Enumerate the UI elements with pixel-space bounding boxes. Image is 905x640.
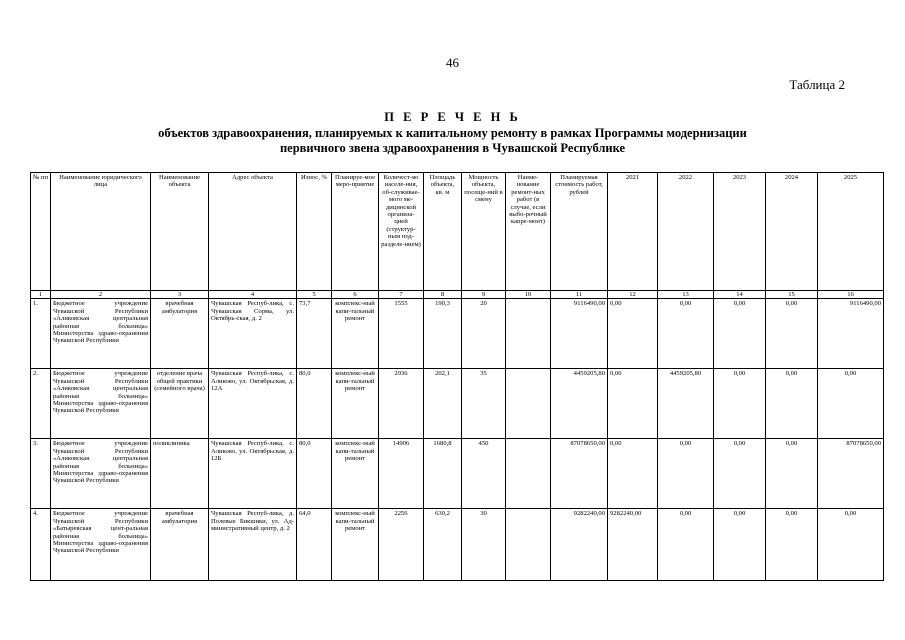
row-number: 3.: [31, 439, 51, 509]
address-cell: Чувашская Респуб-лика, д. Полевые Бикшики, ул. Ад-министративный центр, д. 2: [209, 509, 297, 581]
area-cell: 202,1: [424, 369, 462, 439]
capacity-cell: 20: [462, 299, 506, 369]
cost-cell: 87078650,00: [551, 439, 608, 509]
column-number: 16: [818, 291, 884, 299]
year-2023-cell: 0,00: [714, 369, 766, 439]
capacity-cell: 30: [462, 509, 506, 581]
address-cell: Чувашская Респуб-лика, с. Аликово, ул. Октябрьская, д. 12А: [209, 369, 297, 439]
header-cell-2023: 2023: [714, 173, 766, 291]
object-cell: поликлиника: [151, 439, 209, 509]
measure-cell: комплекс-ный капи-тальный ремонт: [332, 299, 379, 369]
year-2023-cell: 0,00: [714, 509, 766, 581]
header-cell-population: Количест-во населе-ния, об-служивае-мого ме-дицинской организа-цией (структур-ным под-разделе-нием): [379, 173, 424, 291]
header-cell-2021: 2021: [608, 173, 658, 291]
entity-cell: Бюджетное учреждение Чувашской Республики «Аликовская центральная районная больница» Министерства здраво-охранения Чувашской Республики: [51, 369, 151, 439]
column-number: 4: [209, 291, 297, 299]
year-2025-cell: 9116490,00: [818, 299, 884, 369]
year-2021-cell: 0,00: [608, 369, 658, 439]
entity-cell: Бюджетное учреждение Чувашской Республики «Аликовская центральная районная больница» Министерства здраво-охранения Чувашской Республики: [51, 439, 151, 509]
subtitle-line-1: объектов здравоохранения, планируемых к капитальному ремонту в рамках Программы модернизации: [158, 126, 747, 140]
year-2021-cell: 0,00: [608, 439, 658, 509]
column-number: 15: [766, 291, 818, 299]
column-number: 5: [297, 291, 332, 299]
header-cell-2022: 2022: [658, 173, 714, 291]
capacity-cell: 450: [462, 439, 506, 509]
column-number: 6: [332, 291, 379, 299]
column-number: 2: [51, 291, 151, 299]
column-number: 1: [31, 291, 51, 299]
header-cell-address: Адрес объекта: [209, 173, 297, 291]
column-number-row: [31, 291, 884, 299]
population-cell: 14906: [379, 439, 424, 509]
header-cell-num: № пп: [31, 173, 51, 291]
column-number: 14: [714, 291, 766, 299]
wear-cell: 80,0: [297, 439, 332, 509]
repair-works-cell: [506, 439, 551, 509]
year-2023-cell: 0,00: [714, 439, 766, 509]
object-cell: отделение врача общей практики (семейного врача): [151, 369, 209, 439]
table-row: [31, 369, 884, 439]
address-cell: Чувашская Респуб-лика, с. Аликово, ул. Октябрьская, д. 12Б: [209, 439, 297, 509]
table-row: [31, 509, 884, 581]
area-cell: 190,3: [424, 299, 462, 369]
page-number: 46: [446, 55, 459, 70]
column-number: 9: [462, 291, 506, 299]
measure-cell: комплекс-ный капи-тальный ремонт: [332, 439, 379, 509]
header-cell-2025: 2025: [818, 173, 884, 291]
year-2024-cell: 0,00: [766, 299, 818, 369]
objects-table: [30, 172, 884, 581]
wear-cell: 73,7: [297, 299, 332, 369]
address-cell: Чувашская Респуб-лика, с. Чувашская Сорма, ул. Октябрь-ская, д. 2: [209, 299, 297, 369]
column-number: 12: [608, 291, 658, 299]
column-number: 10: [506, 291, 551, 299]
column-number: 13: [658, 291, 714, 299]
repair-works-cell: [506, 509, 551, 581]
year-2024-cell: 0,00: [766, 369, 818, 439]
area-cell: 1680,8: [424, 439, 462, 509]
year-2023-cell: 0,00: [714, 299, 766, 369]
header-cell-capacity: Мощность объекта, посеще-ний в смену: [462, 173, 506, 291]
column-number: 7: [379, 291, 424, 299]
header-cell-entity: Наименование юридического лица: [51, 173, 151, 291]
wear-cell: 80,0: [297, 369, 332, 439]
cost-cell: 9116490,00: [551, 299, 608, 369]
measure-cell: комплекс-ный капи-тальный ремонт: [332, 509, 379, 581]
object-cell: врачебная амбулатория: [151, 509, 209, 581]
header-cell-measure: Планируе-мое меро-приятие: [332, 173, 379, 291]
column-number: 3: [151, 291, 209, 299]
object-cell: врачебная амбулатория: [151, 299, 209, 369]
subtitle-line-2: первичного звена здравоохранения в Чувашской Республике: [279, 141, 626, 155]
year-2022-cell: 4459205,80: [658, 369, 714, 439]
header-cell-2024: 2024: [766, 173, 818, 291]
document-title: П Е Р Е Ч Е Н Ь: [384, 110, 521, 124]
year-2024-cell: 0,00: [766, 439, 818, 509]
header-cell-cost: Планируемая стоимость работ, рублей: [551, 173, 608, 291]
table-row: [31, 439, 884, 509]
year-2022-cell: 0,00: [658, 299, 714, 369]
table-row: [31, 299, 884, 369]
year-2024-cell: 0,00: [766, 509, 818, 581]
table-label: Таблица 2: [789, 77, 845, 92]
column-number: 8: [424, 291, 462, 299]
row-number: 1.: [31, 299, 51, 369]
wear-cell: 64,0: [297, 509, 332, 581]
population-cell: 2256: [379, 509, 424, 581]
cost-cell: 9282240,00: [551, 509, 608, 581]
header-cell-area: Площадь объекта, кв. м: [424, 173, 462, 291]
repair-works-cell: [506, 369, 551, 439]
repair-works-cell: [506, 299, 551, 369]
population-cell: 2936: [379, 369, 424, 439]
year-2025-cell: 87078650,00: [818, 439, 884, 509]
year-2022-cell: 0,00: [658, 439, 714, 509]
header-cell-wear: Износ, %: [297, 173, 332, 291]
header-row: [31, 173, 884, 291]
header-cell-object: Наименование объекта: [151, 173, 209, 291]
row-number: 4.: [31, 509, 51, 581]
entity-cell: Бюджетное учреждение Чувашской Республики «Аликовская центральная районная больница» Министерства здраво-охранения Чувашской Республики: [51, 299, 151, 369]
year-2025-cell: 0,00: [818, 509, 884, 581]
population-cell: 1555: [379, 299, 424, 369]
entity-cell: Бюджетное учреждение Чувашской Республики «Батыревская цент-ральная районная больница» Министерства здраво-охранения Чувашской Республики: [51, 509, 151, 581]
document-subtitle: [0, 126, 905, 156]
year-2021-cell: 0,00: [608, 299, 658, 369]
header-cell-repair-works: Наиме-нование ремонт-ных работ (в случае, если выбо-рочный капре-монт): [506, 173, 551, 291]
year-2022-cell: 0,00: [658, 509, 714, 581]
year-2025-cell: 0,00: [818, 369, 884, 439]
area-cell: 630,2: [424, 509, 462, 581]
cost-cell: 4459205,80: [551, 369, 608, 439]
measure-cell: комплекс-ный капи-тальный ремонт: [332, 369, 379, 439]
column-number: 11: [551, 291, 608, 299]
year-2021-cell: 9282240,00: [608, 509, 658, 581]
row-number: 2.: [31, 369, 51, 439]
capacity-cell: 35: [462, 369, 506, 439]
